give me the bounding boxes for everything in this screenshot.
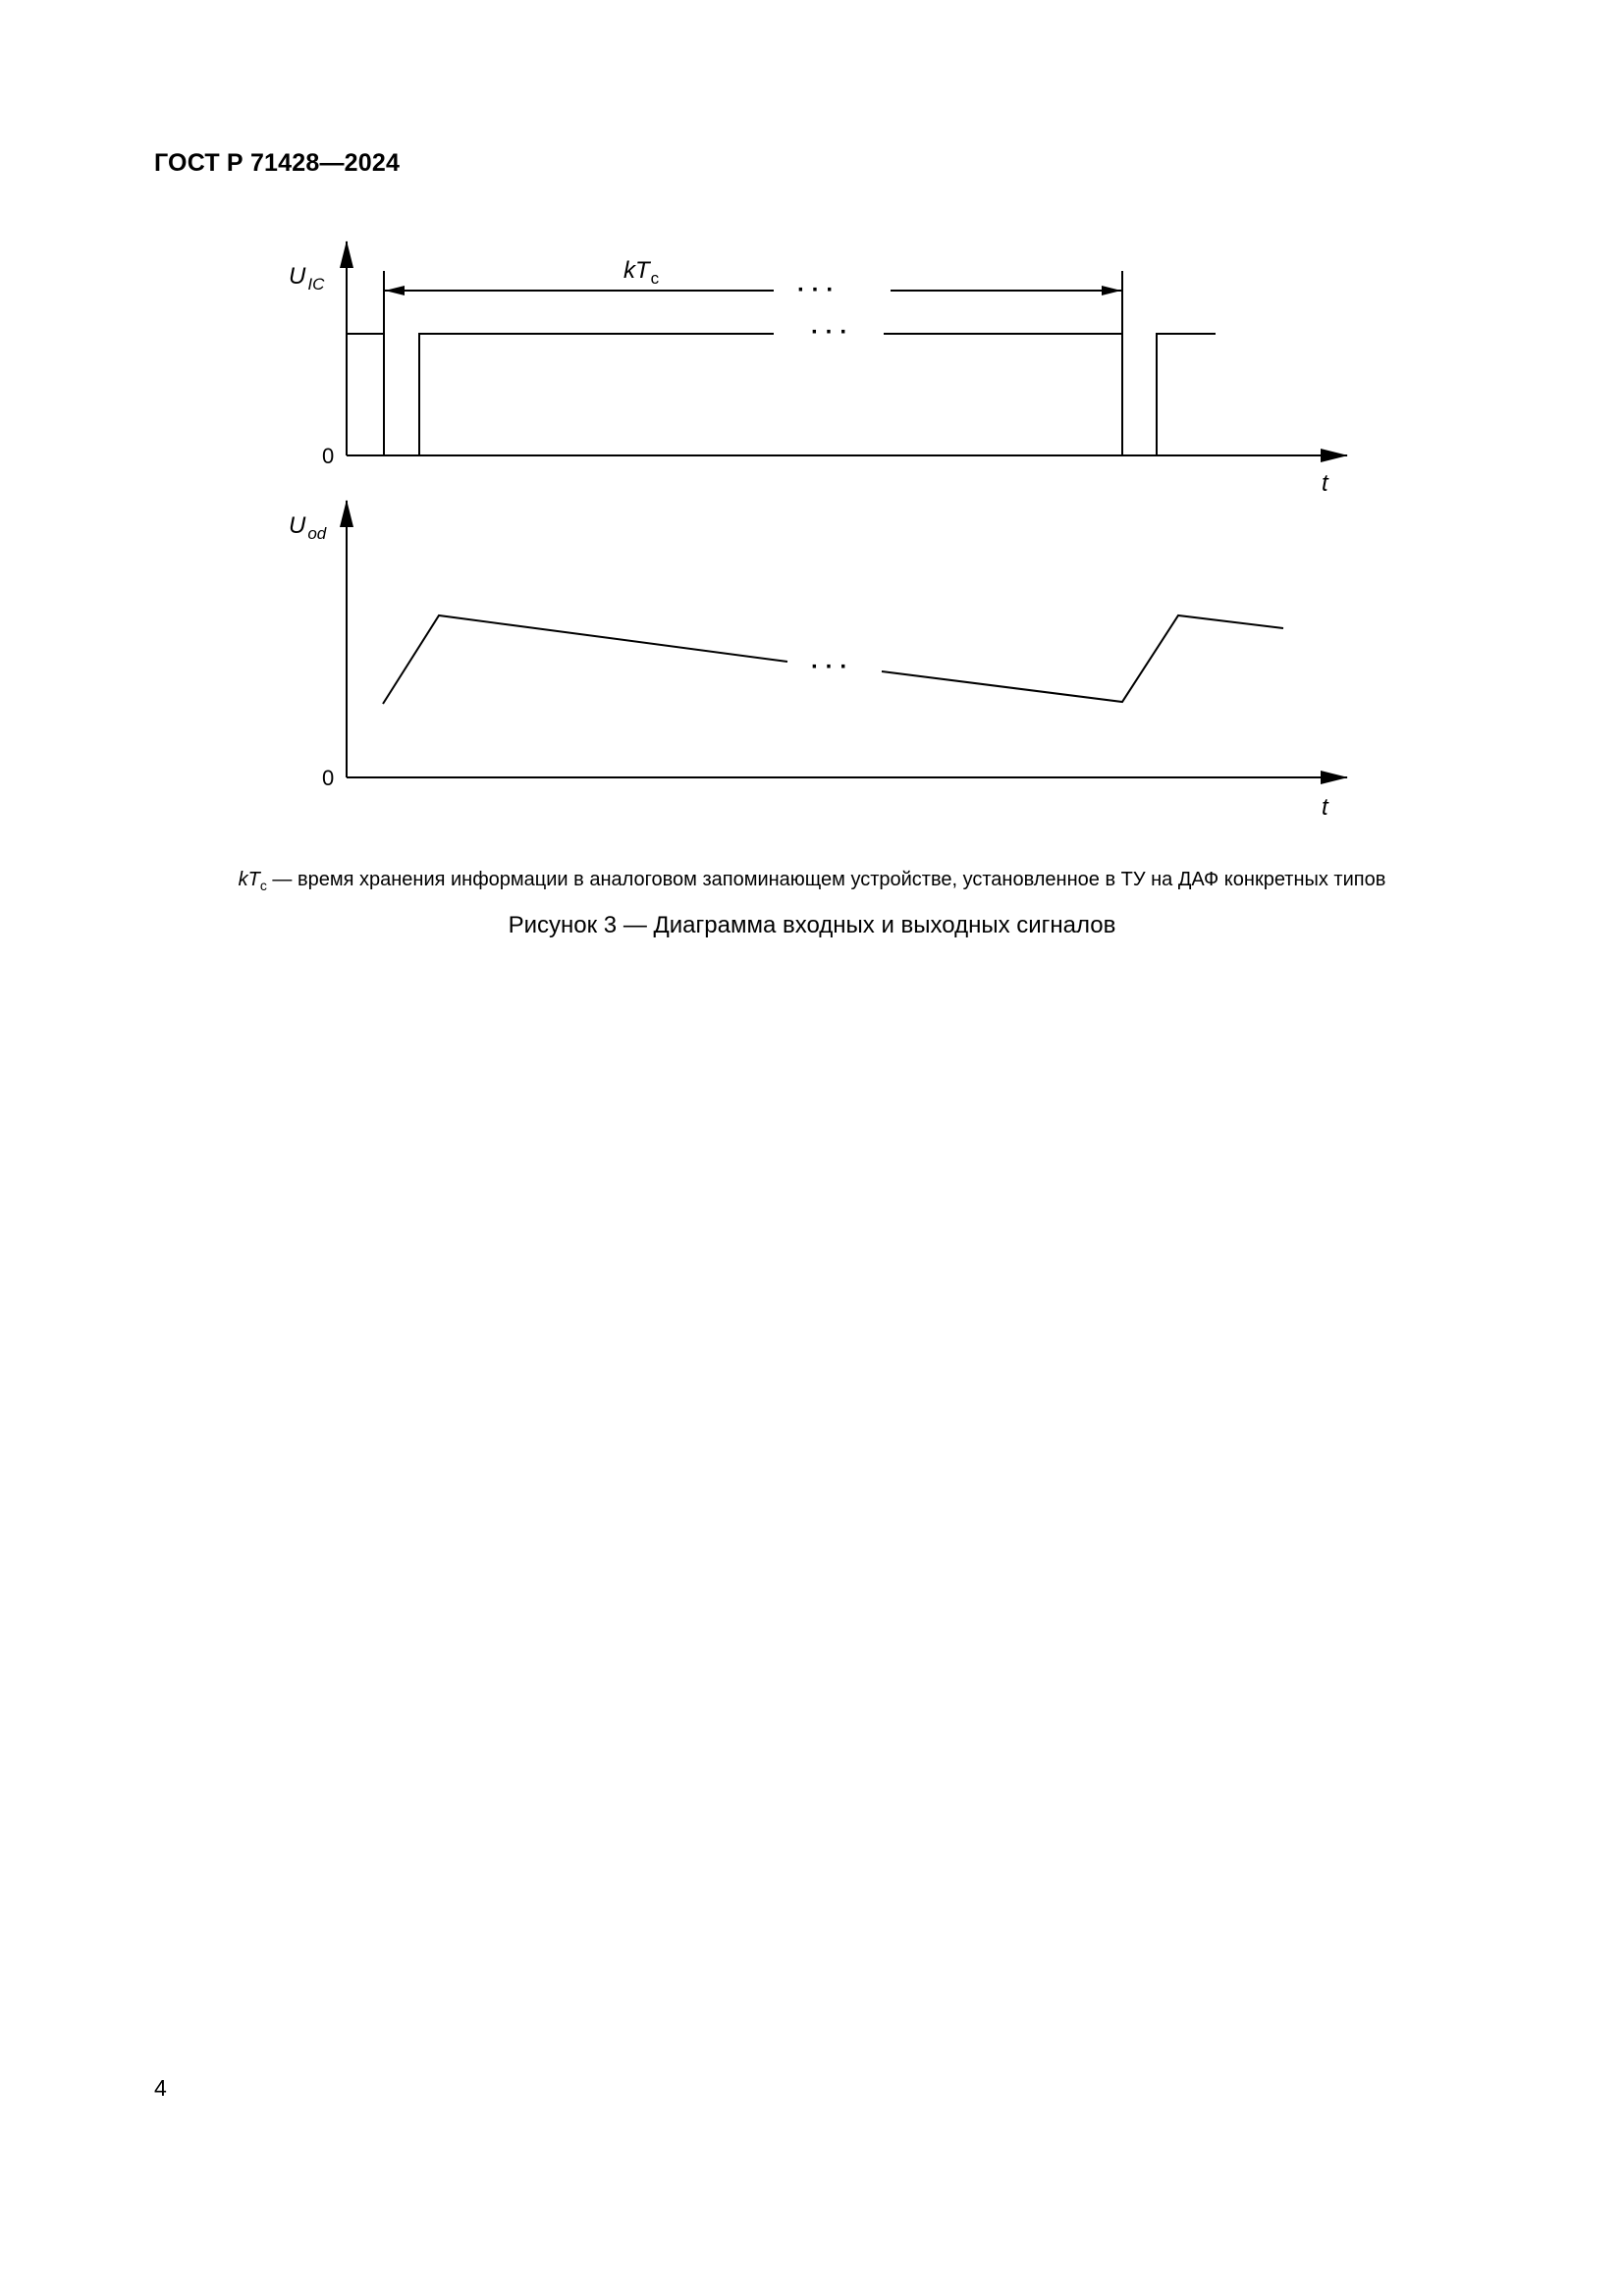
waveform-ellipsis-top: · · · — [811, 319, 848, 346]
output-waveform-left — [383, 615, 787, 704]
note-symbol: kT — [238, 869, 260, 890]
top-y-axis-label: U $_{IC}$ — [289, 263, 325, 294]
bottom-zero-label: 0 — [322, 766, 335, 790]
figure-note — [0, 869, 1624, 893]
bottom-x-axis-label: t — [1322, 794, 1328, 821]
output-signal-plot — [289, 501, 1347, 821]
document-header: ГОСТ Р 71428—2024 — [154, 149, 401, 177]
top-x-axis-label: t — [1322, 470, 1328, 497]
input-signal-plot — [289, 241, 1347, 497]
top-zero-label: 0 — [322, 444, 335, 468]
input-pulse-waveform-right — [884, 334, 1216, 455]
waveform-ellipsis-bottom: · · · — [811, 654, 848, 680]
dimension-ellipsis: · · · — [797, 277, 835, 303]
note-text: — время хранения информации в аналоговом запоминающем устройстве, установленное в ТУ на ДАФ конкретных типов — [266, 869, 1386, 890]
figure-caption: Рисунок 3 — Диаграмма входных и выходных сигналов — [508, 912, 1116, 938]
output-waveform-right — [882, 615, 1283, 702]
input-pulse-waveform-left — [347, 334, 774, 455]
dimension-label: $kT_c$ — [623, 257, 660, 288]
bottom-y-axis-label: U $_{od}$ — [289, 512, 327, 543]
note-symbol-subscript: c — [259, 878, 267, 893]
signal-timing-diagram — [0, 0, 1624, 883]
page-number: 4 — [154, 2075, 167, 2101]
